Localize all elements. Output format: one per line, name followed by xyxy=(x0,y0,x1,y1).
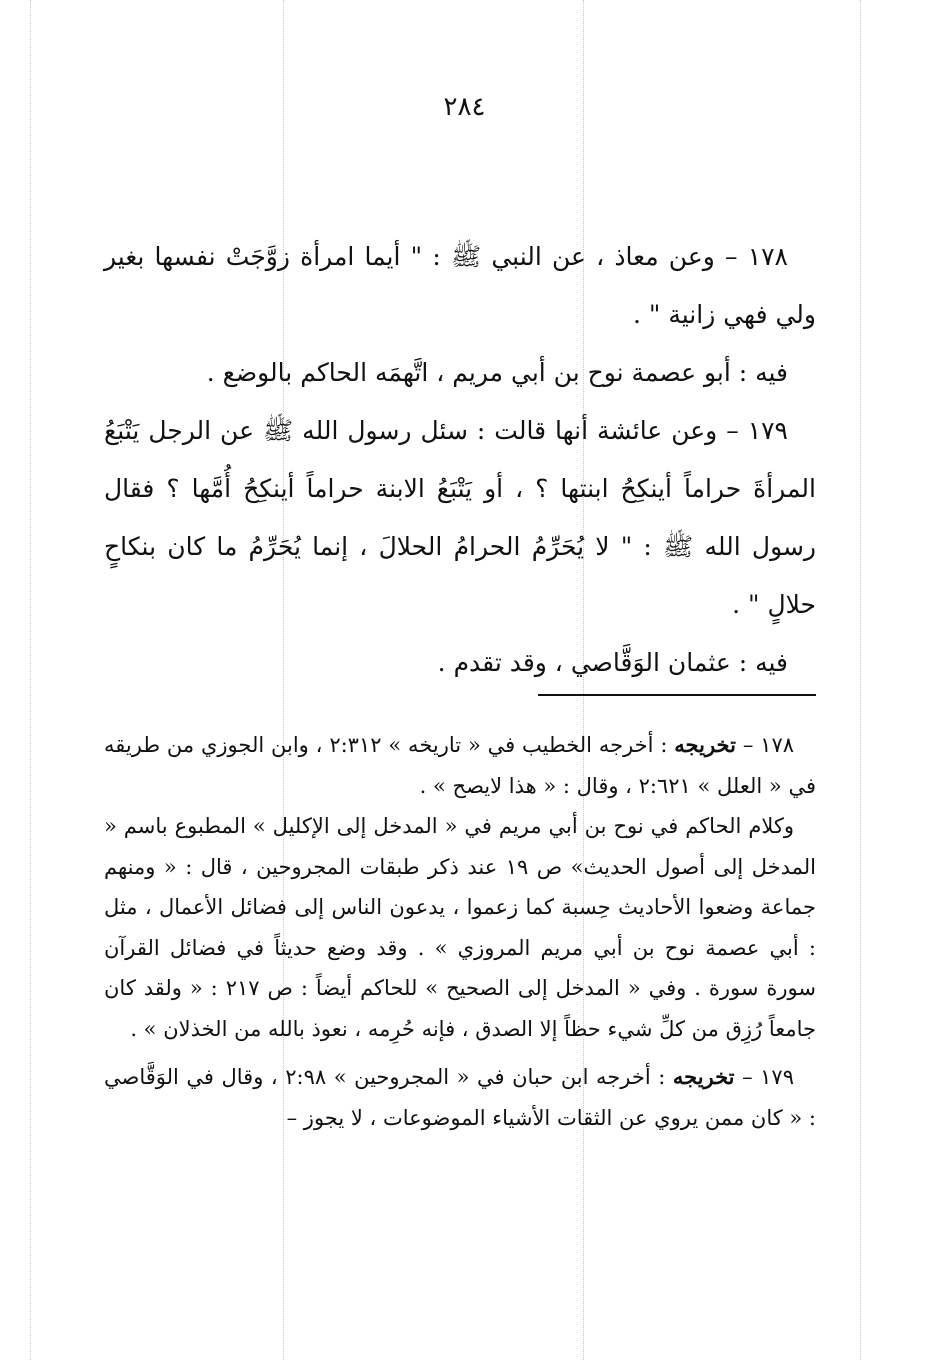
hadith-178-comment: فيه : أبو عصمة نوح بن أبي مريم ، اتَّهمَه الحاكم بالوضع . xyxy=(206,358,788,387)
footnote-178-continuation: وكلام الحاكم في نوح بن أبي مريم في « المدخل إلى الإكليل » المطبوع باسم « المدخل إلى أصول الحديث» ص ١٩ عند ذكر طبقات المجروحين ، قال : « ومنهم جماعة وضعوا الأحاديث حِسبة كما زعموا ، يدعون الناس إلى فضائل الأعمال ، مثل : أبي عصمة نوح بن أبي مريم المروزي » . وقد وضع حديثاً في فضائل القرآن سورة سورة . وفي « المدخل إلى الصحيح » للحاكم أيضاً : ص ٢١٧ : « ولقد كان جامعاً رُزِق من كلِّ شيء حظاً إلا الصدق ، فإنه حُرِمه ، نعوذ بالله من الخذلان » . xyxy=(104,814,816,1041)
footnotes xyxy=(104,725,816,1138)
footnote-179-label: تخريجه xyxy=(672,1064,735,1089)
footnote-179-text: : أخرجه ابن حبان في « المجروحين » ٢:٩٨ ، وقال في الوَقَّاصي : « كان ممن يروي عن الثقات الأشياء الموضوعات ، لا يجوز – xyxy=(104,1065,816,1130)
footnote-178 xyxy=(104,725,816,806)
hadith-179-comment: فيه : عثمان الوَقَّاصي ، وقد تقدم . xyxy=(437,648,788,677)
page-number: ٢٨٤ xyxy=(443,92,486,122)
scan-guide-line xyxy=(860,0,861,1360)
footnote-178-number: ١٧٨ – xyxy=(742,733,795,757)
scan-guide-line xyxy=(30,0,31,1360)
hadith-179-text: ١٧٩ – وعن عائشة أنها قالت : سئل رسول الله ﷺ عن الرجل يَتْبَعُ المرأةَ حراماً أينكِحُ ابنتها ؟ ، أو يَتْبَعُ الابنة حراماً أينكِحُ أُمَّها ؟ فقال رسول الله ﷺ : " لا يُحَرِّمُ الحرامُ الحلالَ ، إنما يُحَرِّمُ ما كان بنكاحٍ حلالٍ " . xyxy=(104,416,816,619)
footnote-separator xyxy=(538,694,816,696)
footnote-178-text: : أخرجه الخطيب في « تاريخه » ٢:٣١٢ ، وابن الجوزي من طريقه في « العلل » ٢:٦٢١ ، وقال : « هذا لايصح » . xyxy=(104,733,816,798)
main-text xyxy=(104,228,816,692)
hadith-178-text: ١٧٨ – وعن معاذ ، عن النبي ﷺ : " أيما امرأة زوَّجَتْ نفسها بغير ولي فهي زانية " . xyxy=(104,242,816,329)
footnote-178-label: تخريجه xyxy=(674,732,736,757)
footnote-179 xyxy=(104,1057,816,1138)
footnote-179-number: ١٧٩ – xyxy=(742,1065,794,1089)
